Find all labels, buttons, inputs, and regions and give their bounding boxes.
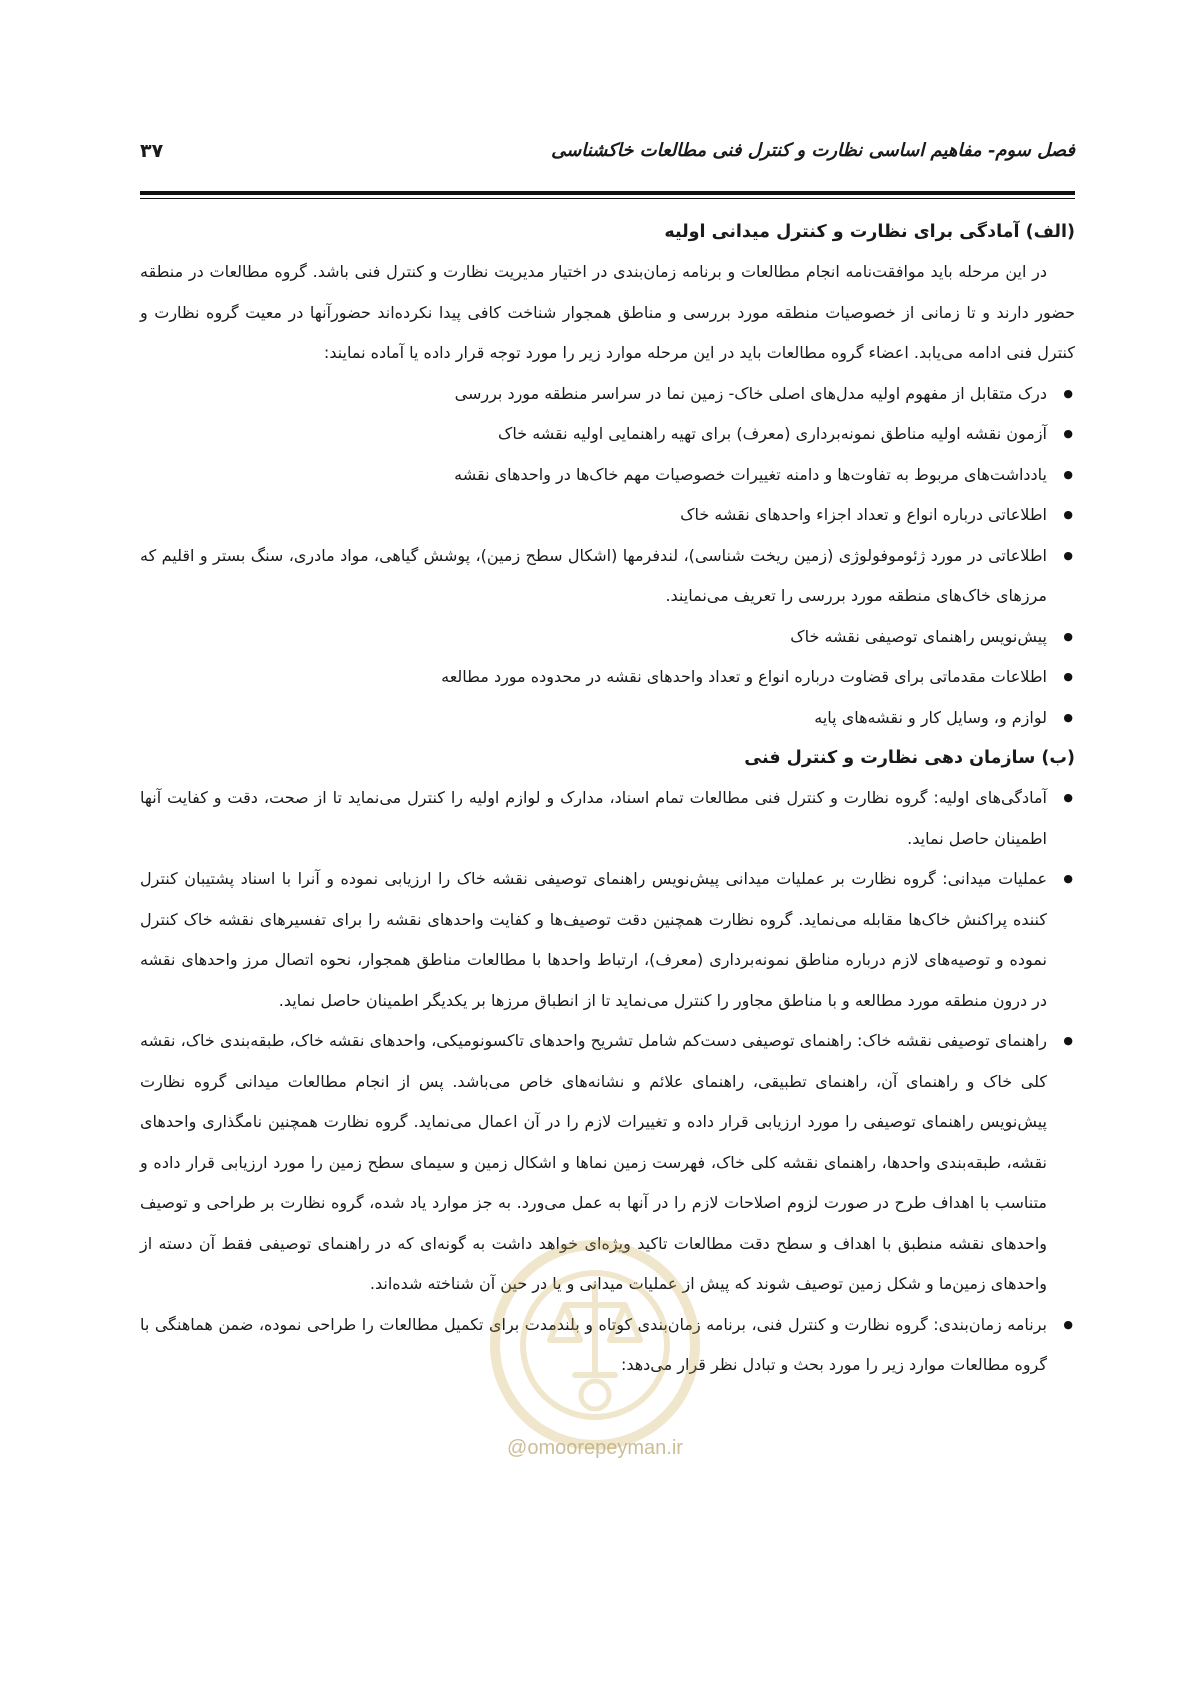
watermark-text: @omoorepeyman.ir [507, 1437, 683, 1459]
section-b-list [140, 778, 1075, 1386]
list-item: ● عملیات میدانی: گروه نظارت بر عملیات میدانی پیش‌نویس راهنمای توصیفی نقشه خاک را ارزیابی نموده و آنرا با اسناد پشتیبان کنترل کننده پراکنش خاک‌ها مقابله می‌نماید. گروه نظارت همچنین دقت توصیف‌ها و کفایت واحدهای نقشه را برای تفسیرهای نقشه خاک کنترل نموده و توصیه‌های لازم درباره مناطق نمونه‌برداری (معرف)، ارتباط واحدها با مطالعات مناطق همجوار، نحوه اتصال مرز واحدهای نقشه در درون منطقه مورد مطالعه و با مناطق مجاور را کنترل می‌نماید تا از انطباق مرزها بر یکدیگر اطمینان حاصل نماید. [140, 859, 1047, 1021]
list-item: ● پیش‌نویس راهنمای توصیفی نقشه خاک [140, 617, 1047, 658]
section-b-heading: (ب) سازمان دهی نظارت و کنترل فنی [744, 748, 1075, 768]
list-item: ● آزمون نقشه اولیه مناطق نمونه‌برداری (معرف) برای تهیه راهنمایی اولیه نقشه خاک [140, 414, 1047, 455]
header-rule-thin [140, 198, 1075, 199]
list-item: ● آمادگی‌های اولیه: گروه نظارت و کنترل فنی مطالعات تمام اسناد، مدارک و لوازم اولیه را کنترل می‌نماید تا از صحت، دقت و کفایت آنها اطمینان حاصل نماید. [140, 778, 1047, 859]
header-rule-thick [140, 191, 1075, 195]
list-item: ● اطلاعاتی درباره انواع و تعداد اجزاء واحدهای نقشه خاک [140, 495, 1047, 536]
list-item: ● راهنمای توصیفی نقشه خاک: راهنمای توصیفی دست‌کم شامل تشریح واحدهای تاکسونومیکی، واحدهای نقشه خاک، طبقه‌بندی خاک، نقشه کلی خاک و راهنمای آن، راهنمای تطبیقی، راهنمای علائم و نشانه‌های خاص می‌باشد. پس از انجام مطالعات میدانی گروه نظارت پیش‌نویس راهنمای توصیفی را مورد ارزیابی قرار داده و تغییرات لازم را در آن اعمال می‌نماید. گروه نظارت همچنین نامگذاری واحدهای نقشه، طبقه‌بندی واحدها، راهنمای نقشه کلی خاک، فهرست زمین نماها و اشکال زمین و سیمای سطح زمین را مورد ارزیابی قرار داده و متناسب با اهداف طرح در صورت لزوم اصلاحات لازم را در آنها به عمل می‌ورد. به جز موارد یاد شده، گروه نظارت بر طراحی و توصیف واحدهای نقشه منطبق با اهداف و سطح دقت مطالعات تاکید ویژه‌ای خواهد داشت به گونه‌ای که در راهنمای توصیفی فقط آن دسته از واحدهای زمین‌ما و شکل زمین توصیف شوند که پیش از عملیات میدانی و یا در حین آن شناخته شده‌اند. [140, 1021, 1047, 1305]
page-body [140, 212, 1075, 1386]
chapter-title: فصل سوم- مفاهیم اساسی نظارت و کنترل فنی مطالعات خاکشناسی [551, 140, 1075, 161]
section-a-heading: (الف) آمادگی برای نظارت و کنترل میدانی اولیه [664, 222, 1075, 242]
list-item: ● برنامه زمان‌بندی: گروه نظارت و کنترل فنی، برنامه زمان‌بندی کوتاه و بلندمدت برای تکمیل مطالعات را طراحی نموده، ضمن هماهنگی با گروه مطالعات موارد زیر را مورد بحث و تبادل نظر قرار می‌دهد: [140, 1305, 1047, 1386]
list-item: ● درک متقابل از مفهوم اولیه مدل‌های اصلی خاک- زمین نما در سراسر منطقه مورد بررسی [140, 374, 1047, 415]
page-number: ۳۷ [140, 140, 164, 162]
section-a-paragraph: در این مرحله باید موافقت‌نامه انجام مطالعات و برنامه زمان‌بندی در اختیار مدیریت نظارت و کنترل فنی باشد. گروه مطالعات در منطقه حضور دارند و تا زمانی از خصوصیات منطقه مورد بررسی و مناطق همجوار شناخت کافی پیدا نکرده‌اند حضورآنها در معیت گروه نظارت و کنترل فنی ادامه می‌یابد. اعضاء گروه مطالعات باید در این مرحله موارد زیر را مورد توجه قرار داده یا آماده نمایند: [140, 262, 1075, 362]
list-item: ● لوازم و، وسایل کار و نقشه‌های پایه [140, 698, 1047, 739]
list-item: ● یادداشت‌های مربوط به تفاوت‌ها و دامنه تغییرات خصوصیات مهم خاک‌ها در واحدهای نقشه [140, 455, 1047, 496]
page-header [140, 140, 1075, 170]
section-a-list [140, 374, 1075, 739]
list-item: ● اطلاعات مقدماتی برای قضاوت درباره انواع و تعداد واحدهای نقشه در محدوده مورد مطالعه [140, 657, 1047, 698]
list-item: ● اطلاعاتی در مورد ژئوموفولوژی (زمین ریخت شناسی)، لندفرمها (اشکال سطح زمین)، پوشش گیاهی، مواد مادری، سنگ بستر و اقلیم که مرزهای خاک‌های منطقه مورد بررسی را تعریف می‌نمایند. [140, 536, 1047, 617]
